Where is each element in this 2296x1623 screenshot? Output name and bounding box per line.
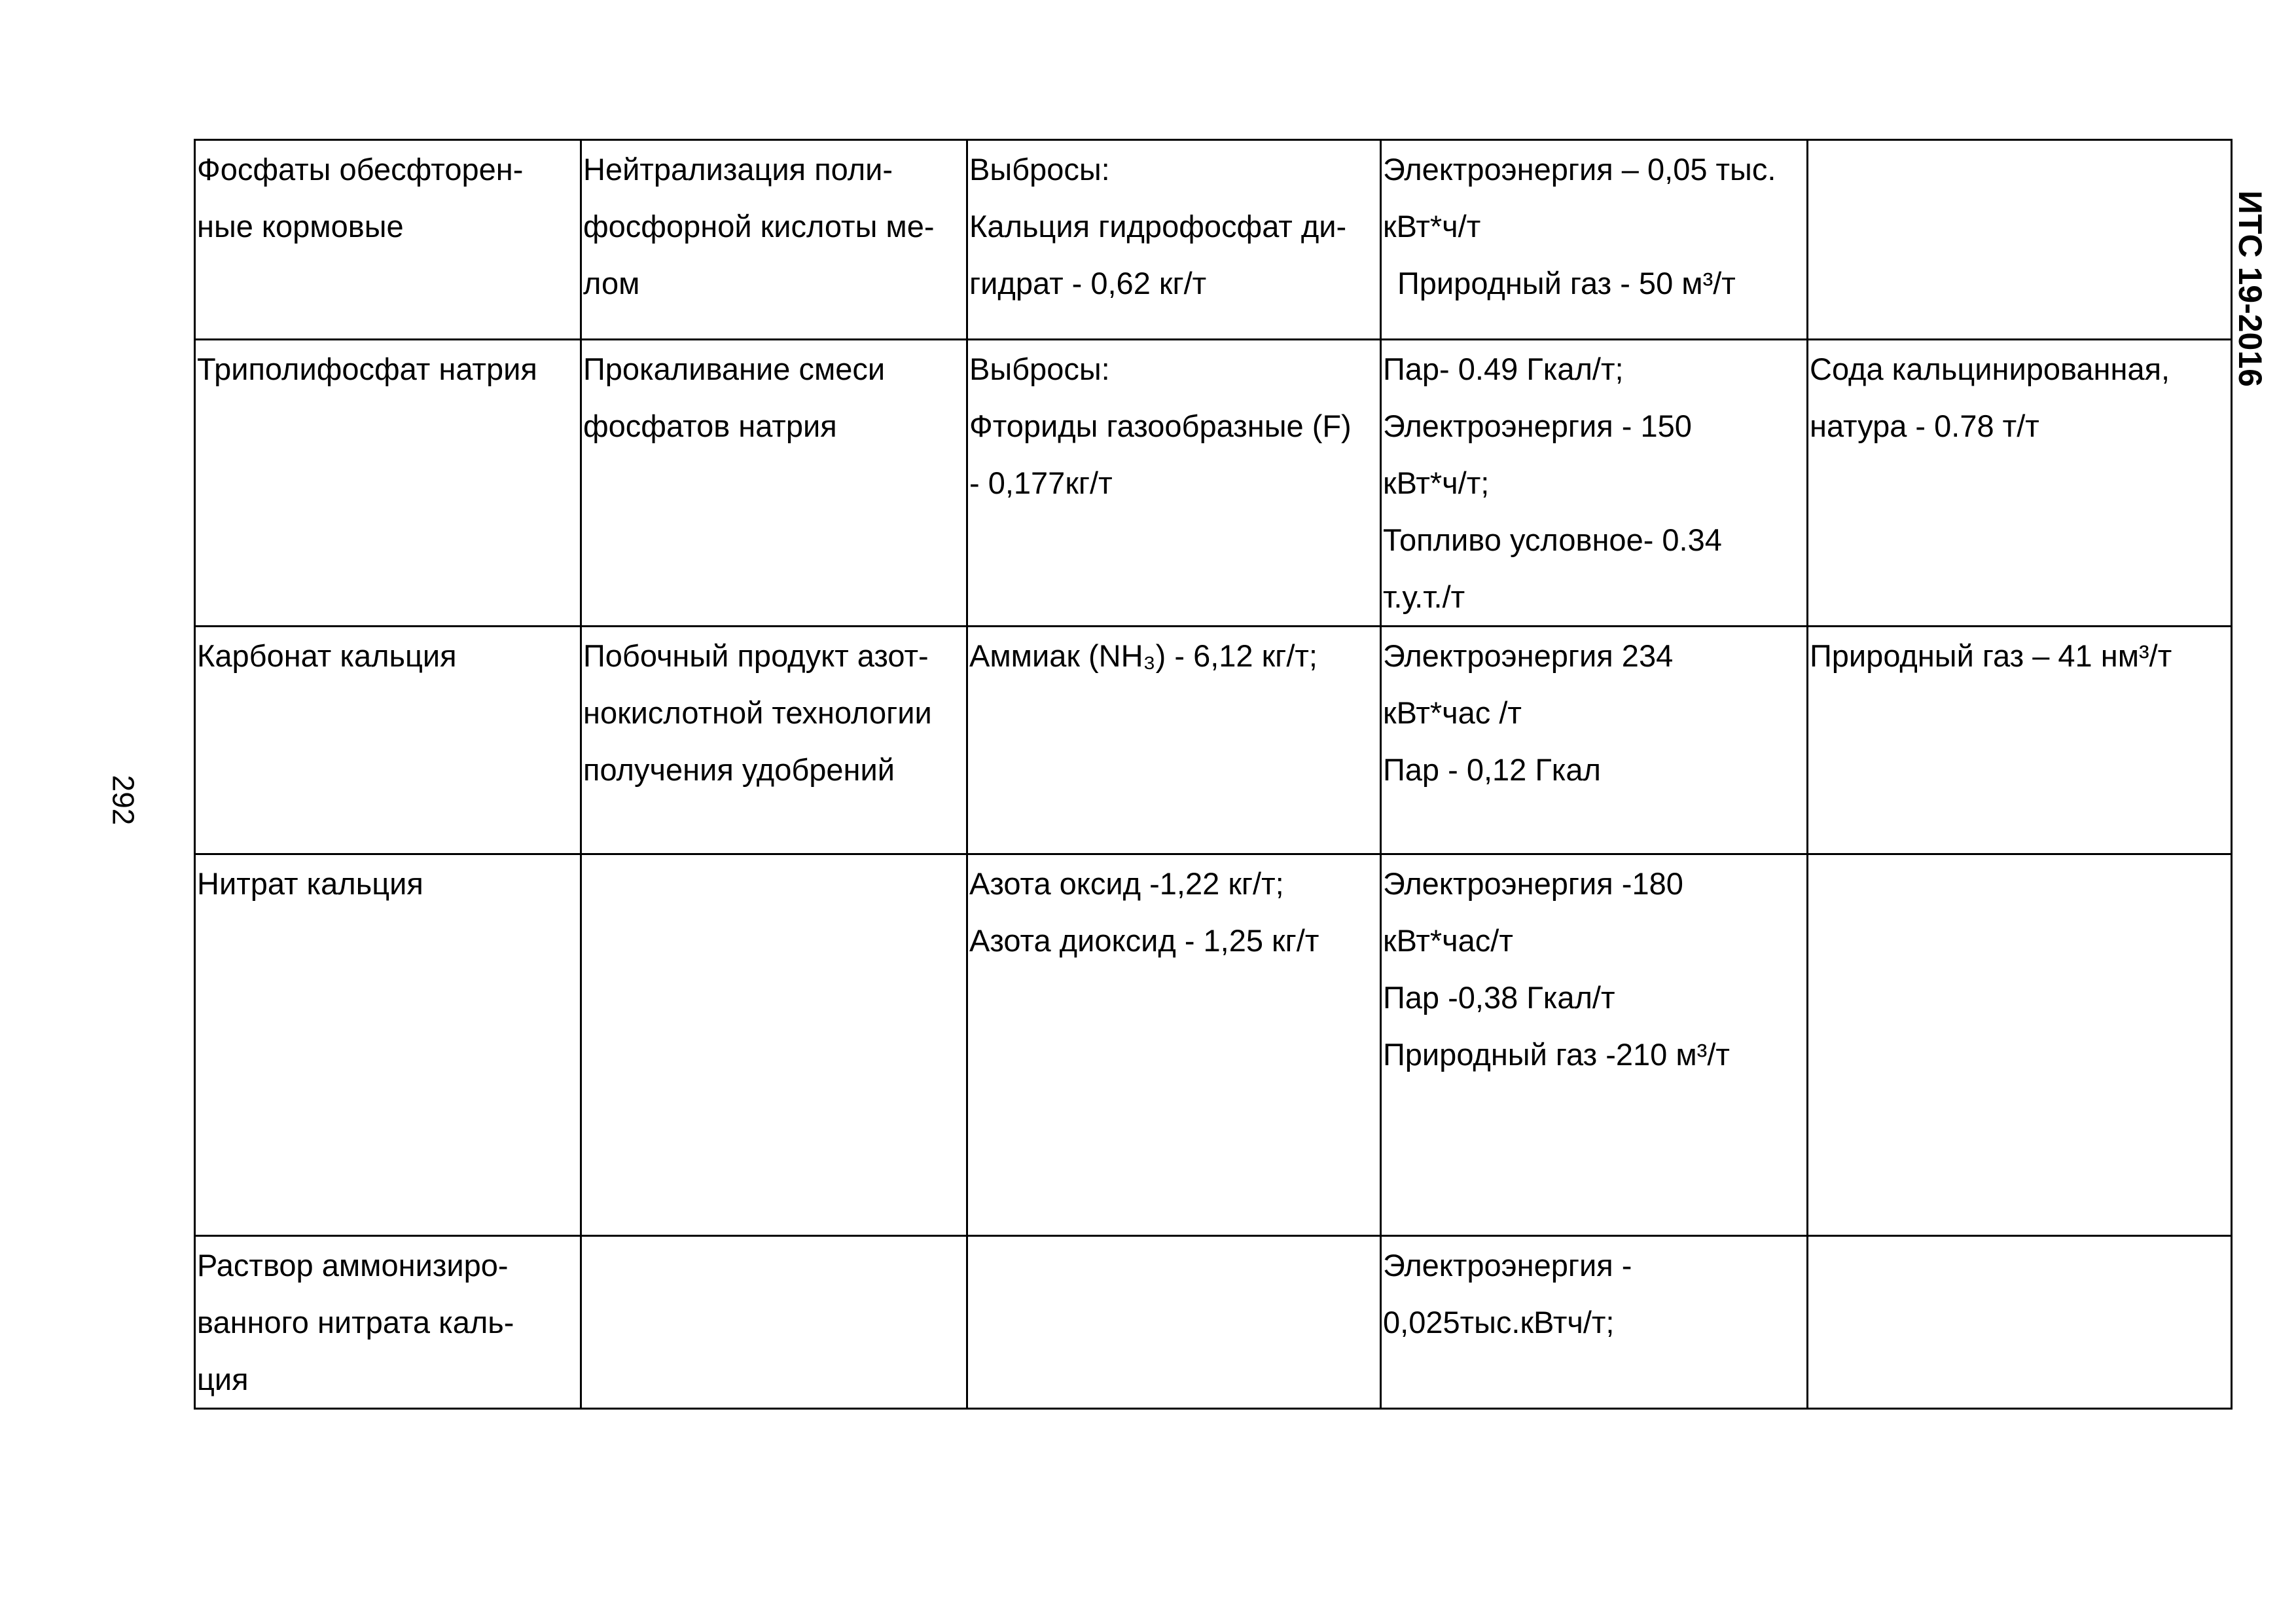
cell-text-line: Электроэнергия -180: [1383, 866, 1683, 901]
cell-text-line: кВт*ч/т: [1383, 209, 1481, 244]
cell-text-line: Азота диоксид - 1,25 кг/т: [969, 923, 1319, 958]
table-cell-product: [195, 340, 581, 627]
cell-text-line: Фториды газообразные (F): [969, 409, 1352, 443]
cell-text-line: Природный газ -210 м³/т: [1383, 1037, 1730, 1072]
cell-text-line: Электроэнергия - 150: [1383, 409, 1692, 443]
cell-text-line: ные кормовые: [197, 209, 404, 244]
table-row: [195, 854, 2232, 1236]
table-cell-product: [195, 854, 581, 1236]
cell-text-line: т.у.т./т: [1383, 579, 1465, 614]
cell-text-line: Нейтрализация поли-: [583, 152, 893, 187]
table-row: [195, 340, 2232, 627]
cell-text-line: Нитрат кальция: [197, 866, 423, 901]
table-cell-method: [581, 854, 967, 1236]
table-cell-method: [581, 340, 967, 627]
cell-text-line: Выбросы:: [969, 352, 1110, 386]
cell-text-line: - 0,177кг/т: [969, 465, 1113, 500]
cell-text-line: Карбонат кальция: [197, 638, 457, 673]
table-cell-raw-materials: [1808, 854, 2232, 1236]
table-cell-energy: [1381, 140, 1808, 340]
table-cell-product: [195, 627, 581, 854]
table-cell-emissions: [967, 1236, 1381, 1409]
cell-text-line: Выбросы:: [969, 152, 1110, 187]
cell-text-line: ванного нитрата каль-: [197, 1305, 514, 1340]
cell-text-line: кВт*час/т: [1383, 923, 1513, 958]
cell-text-line: Сода кальцинированная,: [1810, 352, 2170, 386]
table-cell-energy: [1381, 340, 1808, 627]
table-cell-raw-materials: [1808, 140, 2232, 340]
table-cell-method: [581, 627, 967, 854]
table-cell-energy: [1381, 1236, 1808, 1409]
cell-text-line: Топливо условное- 0.34: [1383, 522, 1722, 557]
cell-text-line: Электроэнергия -: [1383, 1248, 1632, 1283]
table-row: [195, 140, 2232, 340]
table-cell-method: [581, 140, 967, 340]
cell-text-line: получения удобрений: [583, 752, 895, 787]
table-cell-raw-materials: [1808, 627, 2232, 854]
cell-text-line: Природный газ - 50 м³/т: [1397, 266, 1736, 301]
cell-text-line: Аммиак (NH₃) - 6,12 кг/т;: [969, 638, 1318, 673]
cell-text-line: кВт*ч/т;: [1383, 465, 1490, 500]
cell-text-line: Фосфаты обесфторен-: [197, 152, 524, 187]
cell-text-line: Электроэнергия – 0,05 тыс.: [1383, 152, 1776, 187]
cell-text-line: нокислотной технологии: [583, 695, 932, 730]
table-cell-emissions: [967, 627, 1381, 854]
table-cell-method: [581, 1236, 967, 1409]
cell-text-line: ция: [197, 1362, 249, 1396]
table-cell-emissions: [967, 140, 1381, 340]
document-code: ИТС 19-2016: [2231, 191, 2269, 387]
cell-text-line: Прокаливание смеси: [583, 352, 886, 386]
cell-text-line: гидрат - 0,62 кг/т: [969, 266, 1207, 301]
cell-text-line: Раствор аммонизиро-: [197, 1248, 509, 1283]
cell-text-line: фосфорной кислоты ме-: [583, 209, 935, 244]
cell-text-line: Пар -0,38 Гкал/т: [1383, 980, 1615, 1015]
cell-text-line: лом: [583, 266, 640, 301]
table-cell-energy: [1381, 854, 1808, 1236]
table-cell-product: [195, 140, 581, 340]
table-cell-energy: [1381, 627, 1808, 854]
cell-text-line: 0,025тыс.кВтч/т;: [1383, 1305, 1615, 1340]
cell-text-line: Пар - 0,12 Гкал: [1383, 752, 1601, 787]
table-cell-emissions: [967, 340, 1381, 627]
table-cell-product: [195, 1236, 581, 1409]
cell-text-line: Электроэнергия 234: [1383, 638, 1674, 673]
cell-text-line: Пар- 0.49 Гкал/т;: [1383, 352, 1624, 386]
cell-text-line: Триполифосфат натрия: [197, 352, 537, 386]
table-cell-raw-materials: [1808, 340, 2232, 627]
cell-text-line: кВт*час /т: [1383, 695, 1522, 730]
table-cell-raw-materials: [1808, 1236, 2232, 1409]
cell-text-line: Кальция гидрофосфат ди-: [969, 209, 1347, 244]
table-row: [195, 627, 2232, 854]
page-number: 292: [106, 775, 141, 826]
table-cell-emissions: [967, 854, 1381, 1236]
cell-text-line: Азота оксид -1,22 кг/т;: [969, 866, 1284, 901]
table-row: [195, 1236, 2232, 1409]
cell-text-line: натура - 0.78 т/т: [1810, 409, 2039, 443]
cell-text-line: фосфатов натрия: [583, 409, 837, 443]
data-table: [194, 139, 2233, 1410]
cell-text-line: Побочный продукт азот-: [583, 638, 929, 673]
cell-text-line: Природный газ – 41 нм³/т: [1810, 638, 2172, 673]
